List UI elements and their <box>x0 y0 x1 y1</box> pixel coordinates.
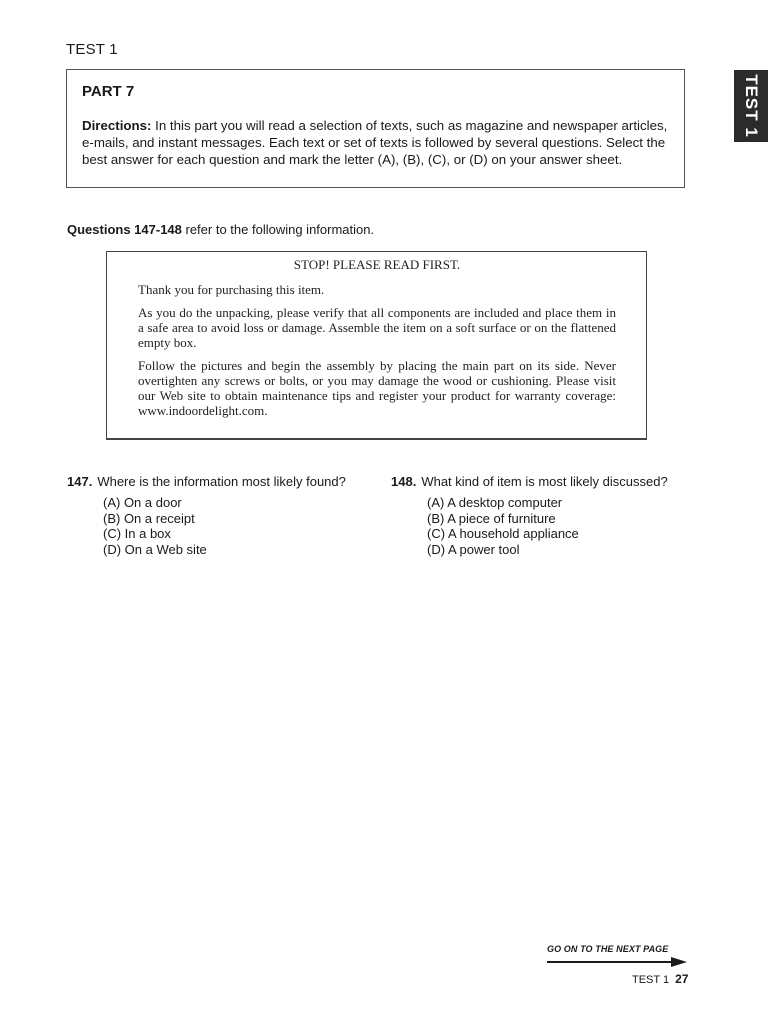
next-page-label: GO ON TO THE NEXT PAGE <box>547 944 669 954</box>
page-header-title: TEST 1 <box>66 41 118 58</box>
question-stem <box>67 474 377 489</box>
questions-range: Questions 147-148 <box>67 222 182 237</box>
question-number: 148. <box>391 474 417 489</box>
answer-option: (B) On a receipt <box>103 510 195 526</box>
answer-options <box>391 495 711 557</box>
page-number: 27 <box>675 972 689 986</box>
notice-paragraph: Follow the pictures and begin the assembly by placing the main part on its side. Never overtighten any screws or bolts, or you may damage the wood or cushioning. Please visit our Web site to obtain maintenance tips and register your product for warranty coverage: www.indoordelight.com. <box>138 358 616 418</box>
question-148 <box>391 474 711 557</box>
notice-title: STOP! PLEASE READ FIRST. <box>293 257 461 272</box>
question-text: What kind of item is most likely discussed? <box>421 474 668 489</box>
directions-box <box>66 69 685 188</box>
question-147 <box>67 474 377 557</box>
question-text: Where is the information most likely found? <box>97 474 346 489</box>
questions-reference <box>67 222 374 237</box>
directions-body: In this part you will read a selection of texts, such as magazine and newspaper articles, e-mails, and instant messages. Each text or set of texts is followed by several questions. Select the best answer for each question and mark the letter (A), (B), (C), or (D) on your answer sheet. <box>82 118 668 167</box>
footer-label: TEST 1 <box>632 974 670 986</box>
side-tab-label: TEST 1 <box>742 74 761 138</box>
right-arrow-icon <box>547 957 691 967</box>
notice-paragraph: Thank you for purchasing this item. <box>138 282 325 297</box>
answer-options <box>67 495 377 557</box>
notice-paragraph: As you do the unpacking, please verify that all components are included and place them in a safe area to avoid loss or damage. Assemble the item on a soft surface or on the flattened empty box. <box>138 305 616 350</box>
answer-option: (D) A power tool <box>427 541 520 557</box>
questions-ref-text: refer to the following information. <box>181 222 375 237</box>
part-title: PART 7 <box>82 83 135 100</box>
notice-box <box>106 251 647 440</box>
next-page-indicator <box>547 944 691 967</box>
answer-option: (C) In a box <box>103 526 171 541</box>
answer-option: (A) On a door <box>103 495 182 510</box>
answer-option: (B) A piece of furniture <box>427 510 556 526</box>
answer-option: (A) A desktop computer <box>427 495 563 510</box>
answer-option: (D) On a Web site <box>103 541 207 557</box>
question-stem <box>391 474 711 489</box>
directions-text <box>82 117 670 168</box>
question-number: 147. <box>67 474 93 489</box>
page-footer <box>632 972 688 986</box>
answer-option: (C) A household appliance <box>427 526 579 541</box>
directions-label: Directions: <box>82 118 152 133</box>
side-tab <box>734 70 768 142</box>
